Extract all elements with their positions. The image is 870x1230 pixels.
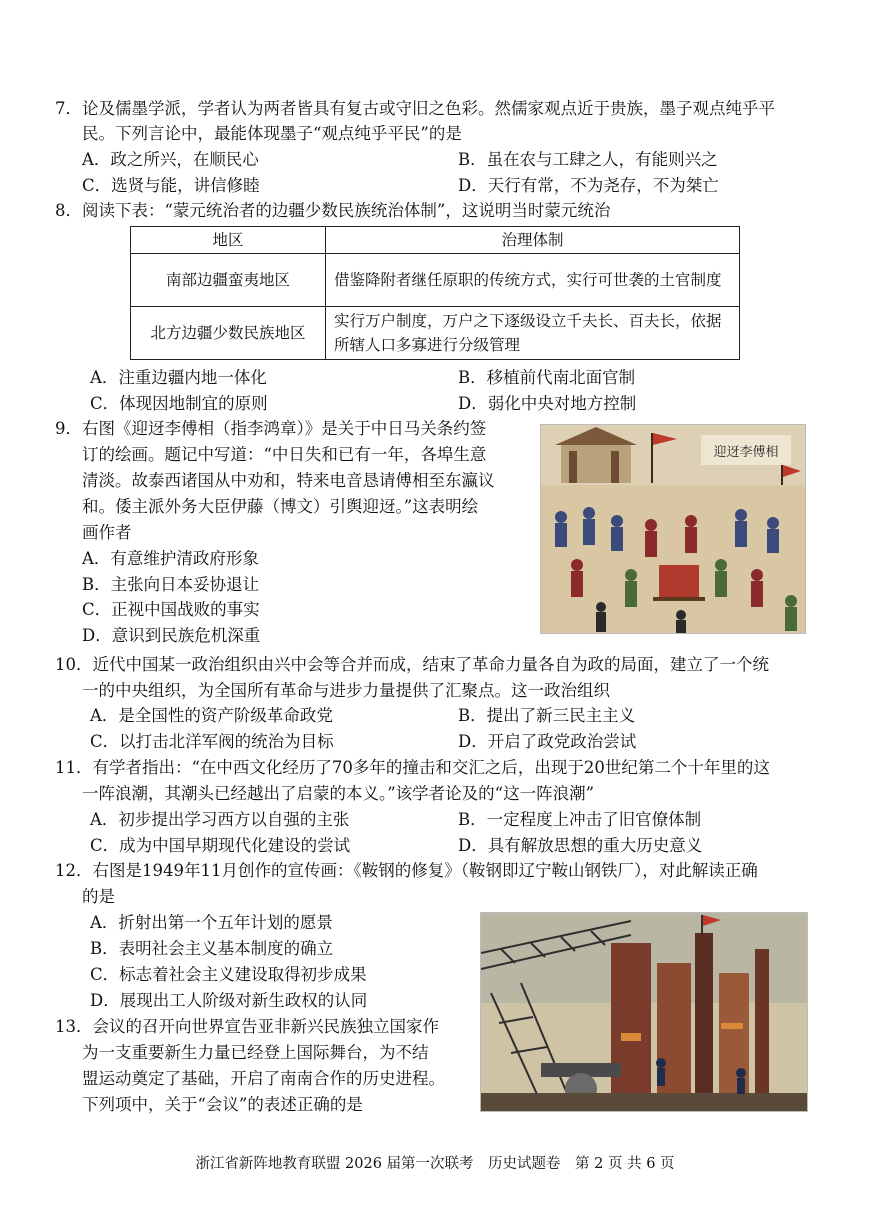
q9-option-c[interactable]: C．正视中国战败的事实 (82, 600, 260, 619)
q9-option-b[interactable]: B．主张向日本妥协退让 (82, 575, 260, 594)
q9-stem-line: 清淡。故泰西诸国从中劝和，特来电音恳请傅相至东瀛议 (82, 471, 495, 490)
q8-stem: 8．阅读下表：“蒙元统治者的边疆少数民族统治体制”，这说明当时蒙元统治 (55, 201, 611, 220)
q9-option-a[interactable]: A．有意维护清政府形象 (82, 549, 259, 568)
table-row (131, 254, 740, 307)
q11-stem-line1: 11．有学者指出：“在中西文化经历了70多年的撞击和交汇之后，出现于20世纪第二个十年里的这 (55, 758, 770, 777)
page-footer: 浙江省新阵地教育联盟 2026 届第一次联考 历史试题卷 第 2 页 共 6 页 (195, 1156, 675, 1172)
table-header-row (131, 227, 740, 254)
q10-option-a[interactable]: A．是全国性的资产阶级革命政党 (90, 706, 333, 725)
q12-option-a[interactable]: A．折射出第一个五年计划的愿景 (90, 913, 333, 932)
table-header-system: 治理体制 (326, 227, 740, 254)
table-cell-region: 南部边疆蛮夷地区 (131, 254, 326, 307)
q7-stem-line2: 民。下列言论中，最能体现墨子“观点纯乎平民”的是 (82, 124, 462, 143)
painting-title-text: 迎迓李傅相 (713, 445, 779, 460)
q10-option-b[interactable]: B．提出了新三民主主义 (458, 706, 636, 725)
poster-illustration (481, 913, 807, 1111)
table-cell-region: 北方边疆少数民族地区 (131, 307, 326, 360)
table-cell-system: 借鉴降附者继任原职的传统方式，实行可世袭的土官制度 (326, 254, 740, 307)
q12-option-d[interactable]: D．展现出工人阶级对新生政权的认同 (90, 991, 368, 1010)
q10-option-c[interactable]: C．以打击北洋军阀的统治为目标 (90, 732, 334, 751)
q9-option-d[interactable]: D．意识到民族危机深重 (82, 626, 261, 645)
q11-option-b[interactable]: B．一定程度上冲击了旧官僚体制 (458, 810, 702, 829)
q7-option-c[interactable]: C．选贤与能，讲信修睦 (82, 176, 260, 195)
q8-option-d[interactable]: D．弱化中央对地方控制 (458, 394, 637, 413)
table-header-region: 地区 (131, 227, 326, 254)
table-cell-system: 实行万户制度，万户之下逐级设立千夫长、百夫长，依据所辖人口多寡进行分级管理 (326, 307, 740, 360)
q7-option-d[interactable]: D．天行有常，不为尧存，不为桀亡 (458, 176, 719, 195)
q9-stem-line: 画作者 (82, 523, 132, 542)
q13-stem-line: 下列项中，关于“会议”的表述正确的是 (82, 1095, 363, 1114)
q13-stem-line: 13．会议的召开向世界宣告亚非新兴民族独立国家作 (55, 1017, 439, 1036)
q11-option-c[interactable]: C．成为中国早期现代化建设的尝试 (90, 836, 351, 855)
painting-illustration (541, 425, 805, 633)
q12-stem-line1: 12．右图是1949年11月创作的宣传画：《鞍钢的修复》（鞍钢即辽宁鞍山钢铁厂），对此解读正确 (55, 861, 758, 880)
q10-stem-line1: 10．近代中国某一政治组织由兴中会等合并而成，结束了革命力量各自为政的局面，建立了一个统 (55, 655, 769, 674)
q11-option-d[interactable]: D．具有解放思想的重大历史意义 (458, 836, 703, 855)
q9-painting-image (540, 424, 806, 634)
q12-option-b[interactable]: B．表明社会主义基本制度的确立 (90, 939, 334, 958)
q13-stem-line: 为一支重要新生力量已经登上国际舞台，为不结 (82, 1043, 429, 1062)
q8-option-b[interactable]: B．移植前代南北面官制 (458, 368, 636, 387)
q8-option-c[interactable]: C．体现因地制宜的原则 (90, 394, 268, 413)
q7-option-b[interactable]: B．虽在农与工肆之人，有能则兴之 (458, 150, 718, 169)
q11-option-a[interactable]: A．初步提出学习西方以自强的主张 (90, 810, 350, 829)
q10-stem-line2: 一的中央组织，为全国所有革命与进步力量提供了汇聚点。这一政治组织 (82, 681, 610, 700)
q8-governance-table (130, 226, 740, 360)
table-row (131, 307, 740, 360)
q12-option-c[interactable]: C．标志着社会主义建设取得初步成果 (90, 965, 367, 984)
q8-option-a[interactable]: A．注重边疆内地一体化 (90, 368, 267, 387)
q9-stem-line: 9．右图《迎迓李傅相（指李鸿章）》是关于中日马关条约签 (55, 419, 487, 438)
q12-stem-line2: 的是 (82, 887, 115, 906)
q7-stem-line1: 7．论及儒墨学派，学者认为两者皆具有复古或守旧之色彩。然儒家观点近于贵族，墨子观点纯乎平 (55, 99, 775, 118)
q10-option-d[interactable]: D．开启了政党政治尝试 (458, 732, 637, 751)
q7-option-a[interactable]: A．政之所兴，在顺民心 (82, 150, 259, 169)
q12-poster-image (480, 912, 808, 1112)
q9-stem-line: 订的绘画。题记中写道：“中日失和已有一年，各埠生意 (82, 445, 487, 464)
q13-stem-line: 盟运动奠定了基础，开启了南南合作的历史进程。 (82, 1069, 445, 1088)
q9-stem-line: 和。倭主派外务大臣伊藤（博文）引舆迎迓。”这表明绘 (82, 497, 479, 516)
q11-stem-line2: 一阵浪潮，其潮头已经越出了启蒙的本义。”该学者论及的“这一阵浪潮” (82, 784, 595, 803)
